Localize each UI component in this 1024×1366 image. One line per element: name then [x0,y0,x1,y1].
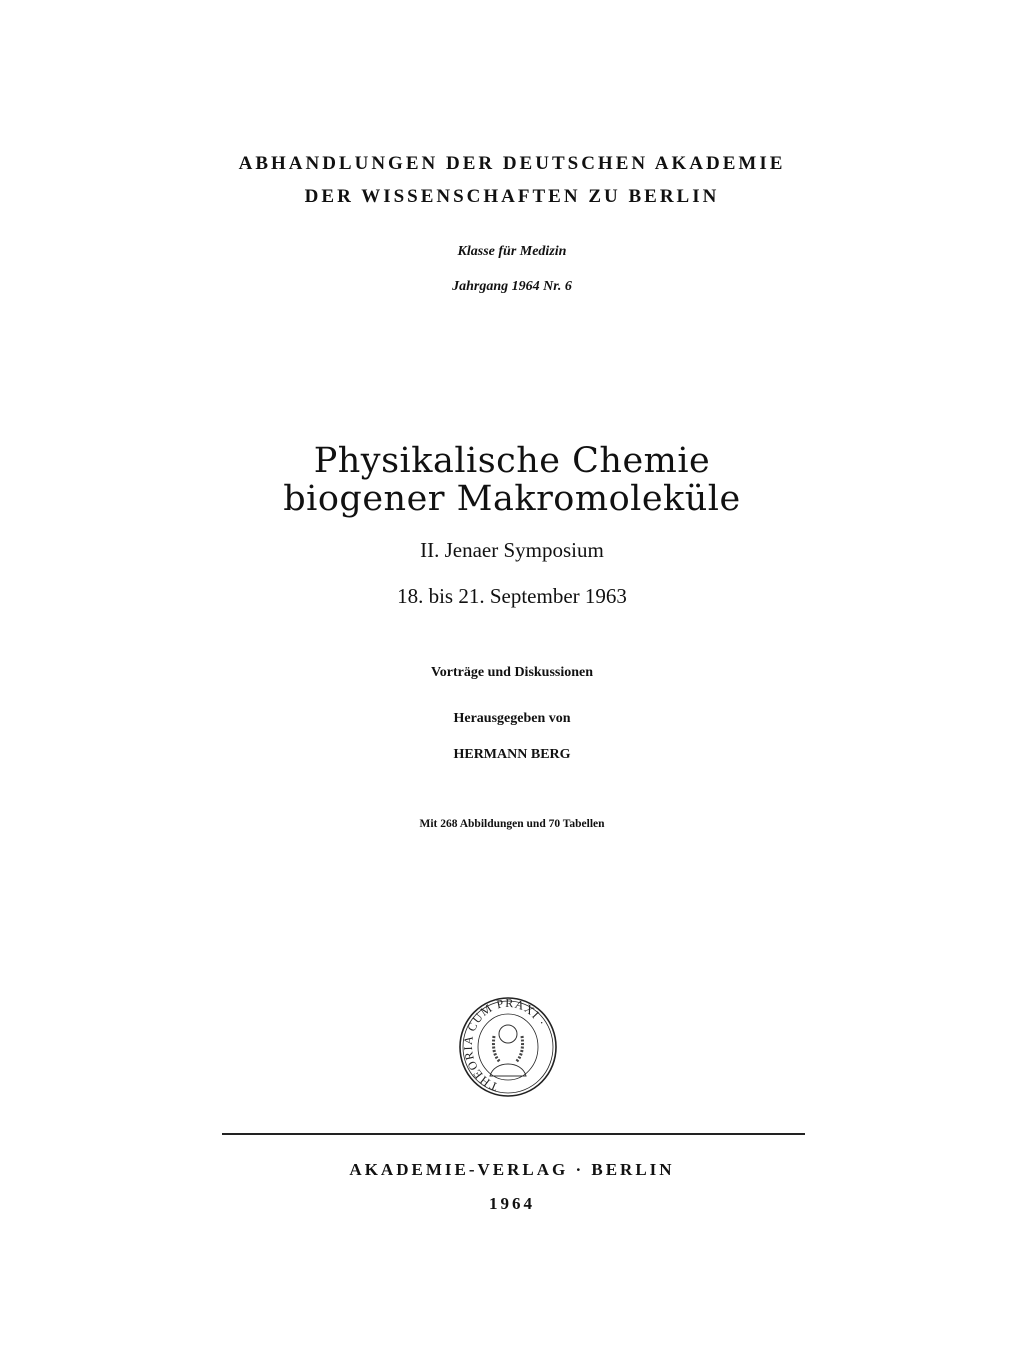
illustrations-note: Mit 268 Abbildungen und 70 Tabellen [419,818,605,830]
publisher-seal-logo [456,996,560,1098]
symposium-dates: 18. bis 21. September 1963 [397,584,627,608]
svg-text:THEORIA CUM PRAXI ·: THEORIA CUM PRAXI · [460,996,550,1095]
series-title-line-1: ABHANDLUNGEN DER DEUTSCHEN AKADEMIE [238,153,786,174]
edited-by-label: Herausgegeben von [453,711,571,726]
series-volume: Jahrgang 1964 Nr. 6 [452,279,572,294]
book-title-line-2: biogener Makromoleküle [283,479,741,519]
book-title-line-1: Physikalische Chemie [313,441,711,481]
contents-note: Vorträge und Diskussionen [430,665,594,680]
book-subtitle: II. Jenaer Symposium [420,538,604,562]
series-title-line-2: DER WISSENSCHAFTEN ZU BERLIN [304,186,720,207]
editor-name: HERMANN BERG [453,747,571,762]
publication-year: 1964 [489,1194,535,1213]
publisher-name: AKADEMIE-VERLAG · BERLIN [349,1160,675,1179]
series-class: Klasse für Medizin [457,244,567,259]
divider-rule [222,1133,805,1135]
